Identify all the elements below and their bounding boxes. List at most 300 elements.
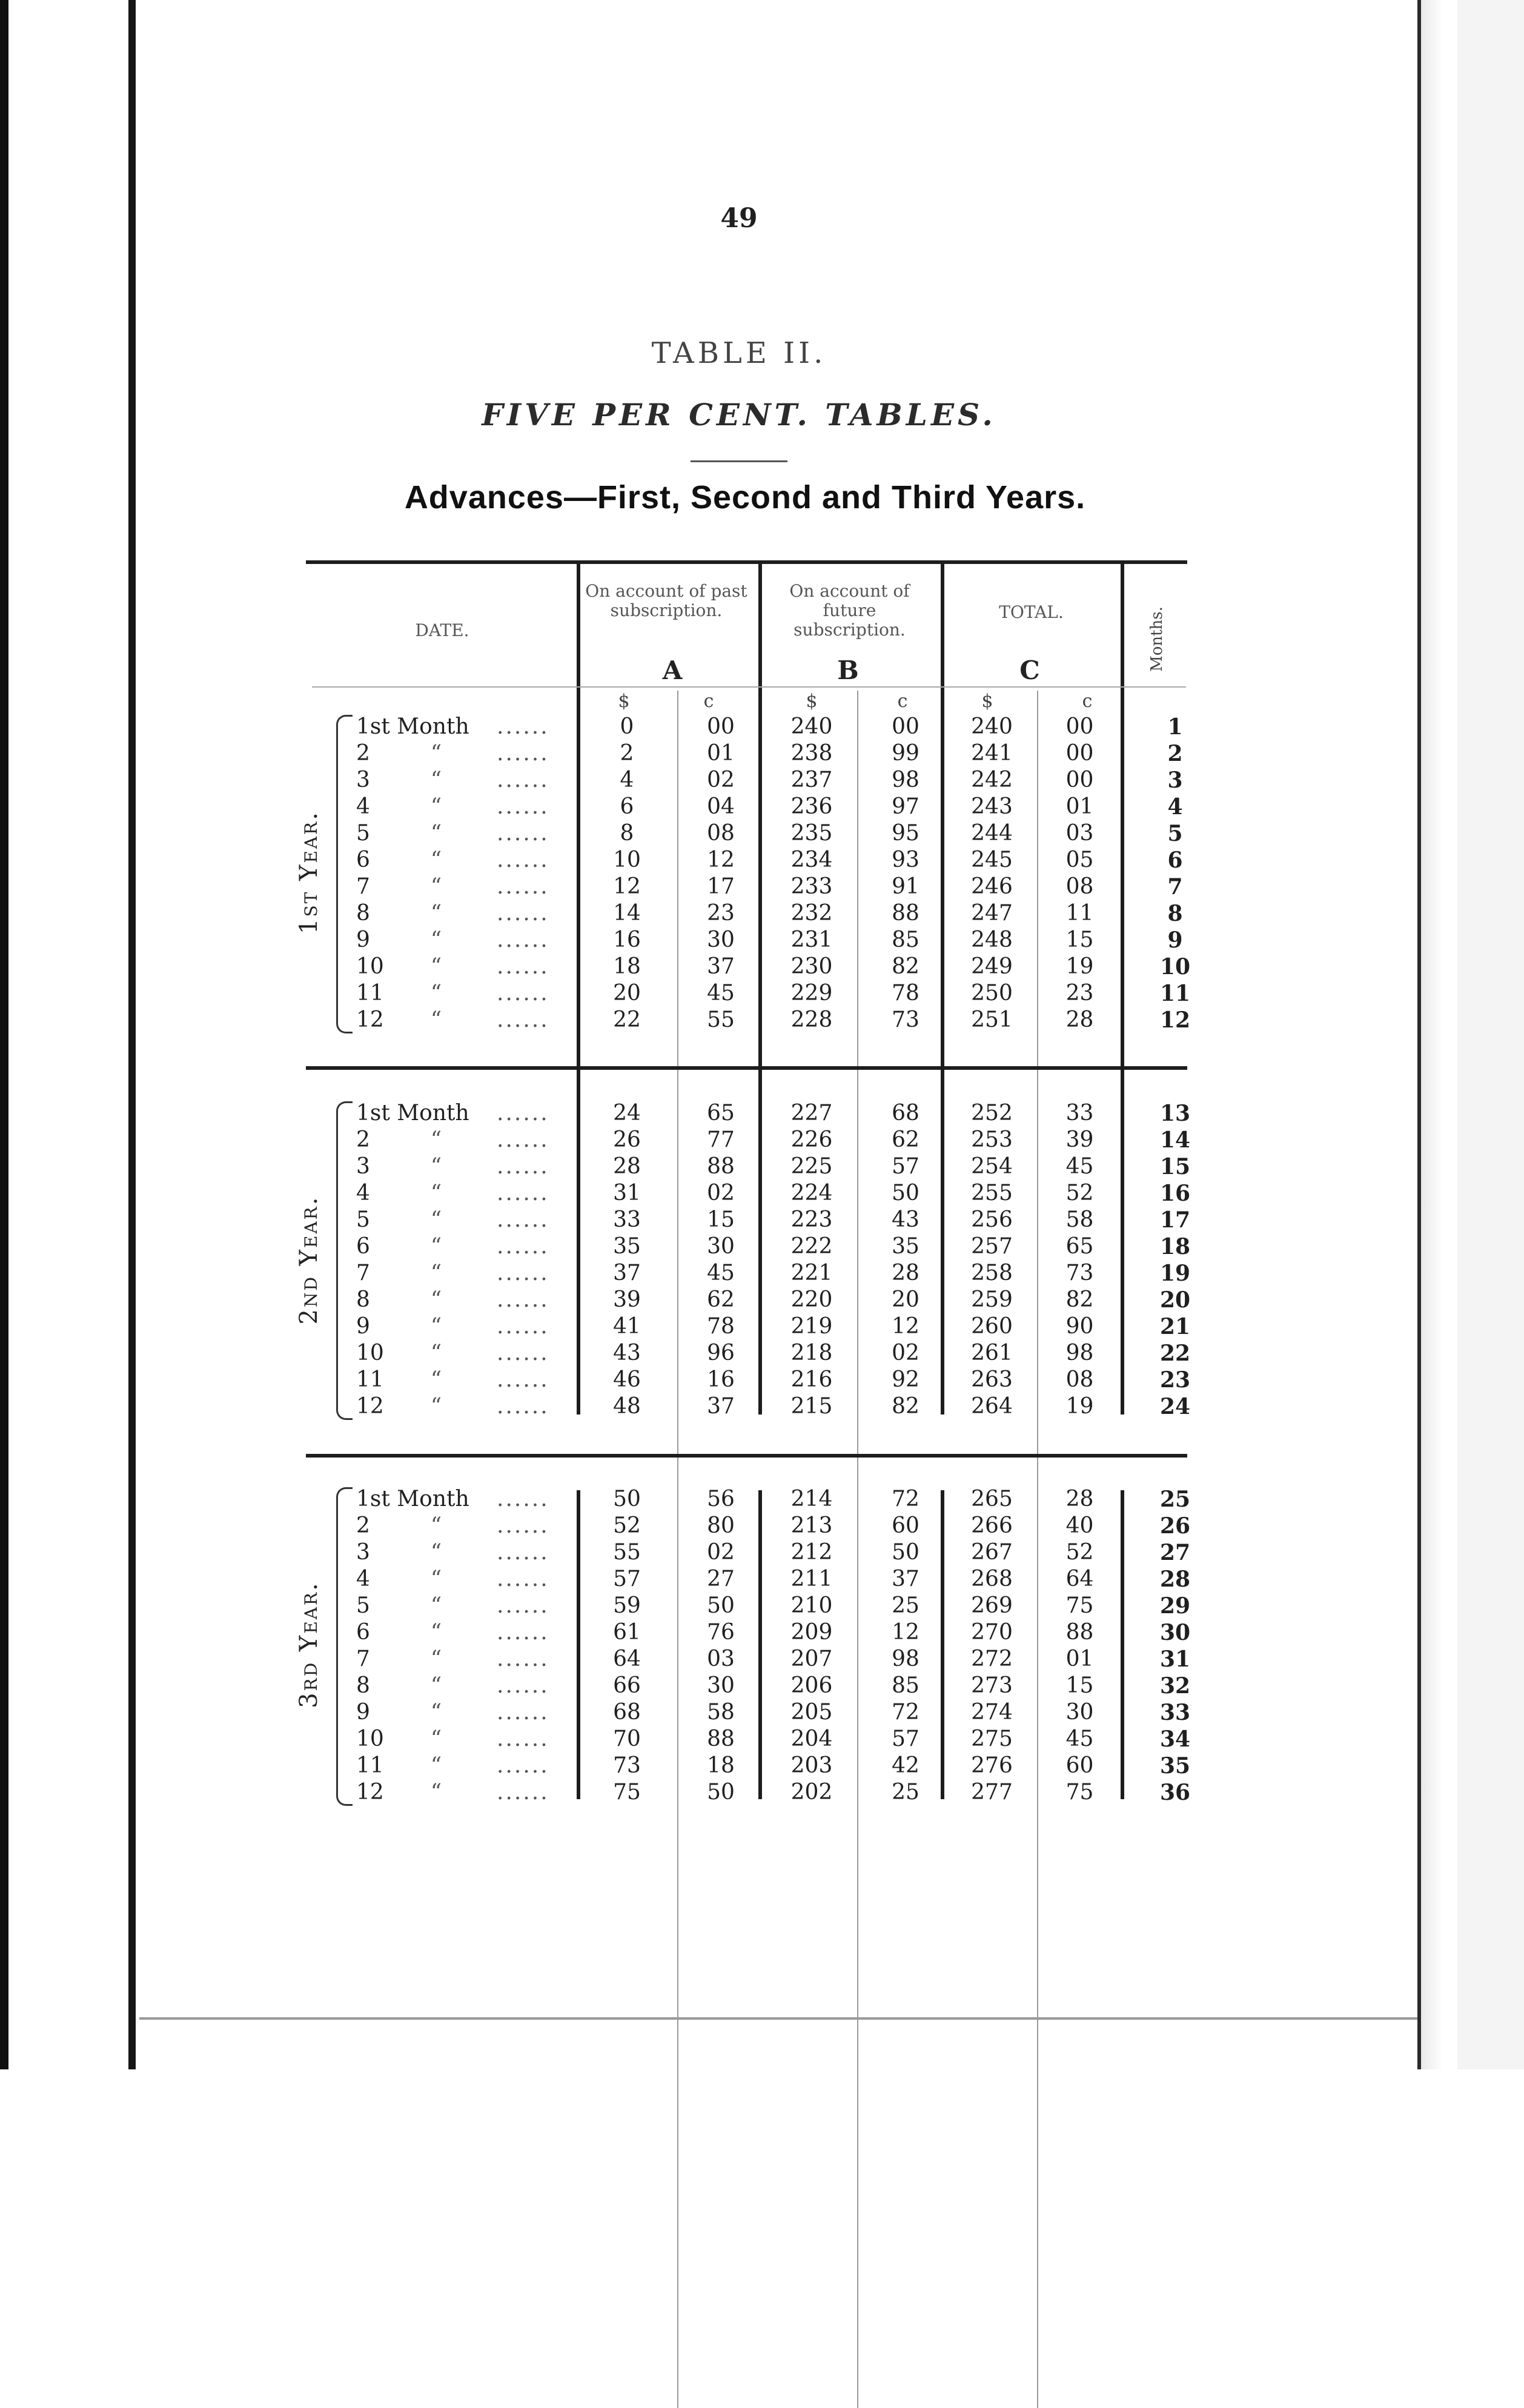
cell-c-cents: 82 [1065,1287,1094,1312]
cell-month-number: 32 [1159,1673,1191,1699]
cell-c-dollars: 249 [971,954,1013,979]
cell-b-cents: 12 [892,1620,919,1645]
cell-c-dollars: 247 [971,901,1013,926]
leader-dots: ...... [497,1567,549,1591]
cell-b-dollars: 202 [790,1780,833,1805]
cell-c-dollars: 253 [971,1127,1013,1152]
cell-a-dollars: 14 [613,901,641,926]
ditto-mark: “ [430,1154,442,1179]
cell-a-dollars: 20 [613,981,641,1006]
cell-c-cents: 52 [1065,1181,1094,1206]
cell-b-cents: 85 [892,927,919,952]
cell-c-dollars: 240 [971,714,1013,739]
month-label: 4 [356,1181,370,1206]
cell-b-dollars: 204 [790,1726,833,1751]
cell-c-dollars: 254 [971,1154,1013,1179]
subtitle: FIVE PER CENT. TABLES. [482,397,996,433]
months-column-header [1118,603,1196,675]
cell-a-dollars: 68 [613,1700,641,1725]
table-row [0,1567,1524,1591]
cell-b-dollars: 221 [790,1261,833,1285]
cell-b-cents: 25 [892,1780,919,1805]
cell-c-dollars: 251 [971,1007,1013,1032]
dollar-unit-b: $ [806,691,818,712]
cell-c-dollars: 265 [971,1487,1013,1511]
month-label: 12 [356,1007,384,1032]
cell-b-cents: 92 [892,1367,919,1392]
month-label: 7 [356,874,370,899]
cell-c-dollars: 272 [971,1647,1013,1671]
cell-c-dollars: 273 [971,1673,1013,1698]
cell-month-number: 21 [1159,1314,1191,1339]
cell-month-number: 36 [1159,1780,1191,1805]
cell-b-dollars: 224 [790,1181,833,1206]
cell-a-cents: 02 [707,768,735,792]
leader-dots: ...... [497,1620,549,1645]
ditto-mark: “ [430,741,442,766]
cell-b-cents: 60 [892,1513,919,1538]
cell-c-dollars: 259 [971,1287,1013,1312]
month-label: 8 [356,901,370,926]
cell-a-dollars: 16 [613,927,641,952]
month-label: 12 [356,1780,384,1805]
cell-b-cents: 57 [892,1154,919,1179]
ditto-mark: “ [430,1593,442,1618]
cell-a-dollars: 28 [613,1154,641,1179]
ditto-mark: “ [430,1314,442,1339]
cent-unit-a: c [703,691,714,712]
cell-c-cents: 73 [1065,1261,1094,1285]
leader-dots: ...... [497,1514,549,1538]
cell-c-dollars: 243 [971,794,1013,819]
cell-c-cents: 08 [1065,1367,1094,1392]
table-row [0,1101,1524,1126]
table-row [0,981,1524,1006]
cell-month-number: 28 [1159,1567,1191,1592]
month-label: 10 [356,1726,384,1751]
cell-a-dollars: 50 [613,1487,641,1511]
cell-b-cents: 68 [892,1101,919,1126]
month-label: 5 [356,1207,370,1232]
cell-b-cents: 72 [892,1700,919,1725]
cell-b-dollars: 235 [790,821,833,846]
month-label: 2 [356,1513,370,1538]
table-row [0,768,1524,792]
table-row [0,1700,1524,1725]
cell-b-dollars: 220 [790,1287,833,1312]
year-separator-2 [306,1454,1187,1458]
cell-b-cents: 72 [892,1487,919,1511]
cell-b-dollars: 205 [790,1700,833,1725]
cell-b-cents: 20 [892,1287,919,1312]
year-label: 1st Year. [295,811,323,934]
month-label: 3 [356,1540,370,1565]
ditto-mark: “ [430,794,442,819]
cell-month-number: 12 [1159,1007,1191,1033]
cell-month-number: 29 [1159,1593,1191,1619]
cell-c-cents: 15 [1065,927,1094,952]
cell-a-cents: 88 [707,1726,735,1751]
cell-a-cents: 18 [707,1753,735,1778]
month-label: 5 [356,821,370,846]
cell-month-number: 13 [1159,1101,1191,1126]
table-row [0,1620,1524,1645]
table-row [0,1541,1524,1565]
cell-c-cents: 45 [1065,1726,1094,1751]
cell-a-cents: 77 [707,1127,735,1152]
month-label: 2 [356,1127,370,1152]
cell-b-dollars: 225 [790,1154,833,1179]
table-label: TABLE II. [651,336,827,370]
cell-b-cents: 25 [892,1593,919,1618]
table-row [0,1208,1524,1232]
cell-c-cents: 03 [1065,821,1094,846]
cell-a-cents: 12 [707,847,735,872]
cell-b-dollars: 213 [790,1513,833,1538]
cell-a-dollars: 57 [613,1567,641,1591]
cell-month-number: 9 [1167,927,1183,953]
ditto-mark: “ [430,1567,442,1591]
cell-b-dollars: 216 [790,1367,833,1392]
table-row [0,1368,1524,1392]
cell-a-cents: 50 [707,1780,735,1805]
cell-b-cents: 99 [892,741,919,766]
cell-a-dollars: 37 [613,1261,641,1285]
date-column-header: DATE. [415,620,469,640]
leader-dots: ...... [497,1780,549,1805]
cell-month-number: 23 [1159,1367,1191,1393]
cell-month-number: 4 [1167,794,1183,820]
cell-b-cents: 37 [892,1567,919,1591]
cell-c-cents: 11 [1065,901,1094,926]
cell-c-dollars: 245 [971,847,1013,872]
table-row [0,1395,1524,1419]
ditto-mark: “ [430,954,442,979]
cell-month-number: 20 [1159,1287,1191,1313]
ditto-mark: “ [430,1394,442,1419]
cell-c-dollars: 266 [971,1513,1013,1538]
cell-c-dollars: 275 [971,1726,1013,1751]
cell-a-cents: 27 [707,1567,735,1591]
leader-dots: ...... [497,875,549,899]
leader-dots: ...... [497,955,549,979]
cell-a-cents: 02 [707,1540,735,1565]
month-label: 11 [356,981,384,1006]
cell-a-cents: 78 [707,1314,735,1339]
month-label: 11 [356,1753,384,1778]
cell-b-cents: 00 [892,714,919,739]
cell-a-cents: 62 [707,1287,735,1312]
cell-b-dollars: 238 [790,741,833,766]
cell-b-dollars: 240 [790,714,833,739]
leader-dots: ...... [497,928,549,952]
table-row [0,875,1524,899]
leader-dots: ...... [497,1341,549,1365]
leader-dots: ...... [497,1541,549,1565]
cell-c-dollars: 277 [971,1780,1013,1805]
table-row [0,715,1524,739]
cell-month-number: 22 [1159,1341,1191,1366]
ditto-mark: “ [430,1261,442,1285]
column-b-letter: B [837,655,859,685]
cell-month-number: 24 [1159,1394,1191,1419]
cell-month-number: 30 [1159,1620,1191,1645]
ditto-mark: “ [430,927,442,952]
cell-c-dollars: 252 [971,1101,1013,1126]
cell-a-dollars: 41 [613,1314,641,1339]
header-bottom-rule [312,686,1184,688]
month-label: 1st Month [356,1487,469,1511]
cell-c-cents: 28 [1065,1487,1094,1511]
cell-c-cents: 40 [1065,1513,1094,1538]
cell-a-dollars: 66 [613,1673,641,1698]
cell-c-cents: 60 [1065,1753,1094,1778]
cell-a-dollars: 24 [613,1101,641,1126]
cell-b-cents: 42 [892,1753,919,1778]
cell-c-cents: 75 [1065,1593,1094,1618]
cell-month-number: 5 [1167,821,1183,846]
month-label: 6 [356,847,370,872]
table-row [0,901,1524,926]
leader-dots: ...... [497,1315,549,1339]
cell-b-cents: 73 [892,1007,919,1032]
cell-a-dollars: 0 [620,714,634,739]
ditto-mark: “ [430,1513,442,1538]
ditto-mark: “ [430,1726,442,1751]
cell-a-dollars: 70 [613,1726,641,1751]
cell-c-cents: 64 [1065,1567,1094,1591]
cell-a-dollars: 6 [620,794,634,819]
cell-b-cents: 98 [892,1647,919,1671]
cell-c-cents: 45 [1065,1154,1094,1179]
month-label: 5 [356,1593,370,1618]
cell-a-dollars: 10 [613,847,641,872]
cell-month-number: 18 [1159,1234,1191,1259]
cell-a-dollars: 61 [613,1620,641,1645]
cell-c-cents: 65 [1065,1234,1094,1259]
leader-dots: ...... [497,1368,549,1392]
table-row [0,1727,1524,1751]
dollar-unit-c: $ [981,691,993,712]
month-label: 1st Month [356,1101,469,1126]
month-label: 4 [356,1567,370,1591]
column-a-description: On account of past subscription. [585,581,747,620]
cell-a-cents: 88 [707,1154,735,1179]
ditto-mark: “ [430,1780,442,1805]
cell-b-cents: 43 [892,1207,919,1232]
cell-c-cents: 75 [1065,1780,1094,1805]
cell-c-dollars: 257 [971,1234,1013,1259]
cell-c-cents: 01 [1065,794,1094,819]
cell-c-cents: 58 [1065,1207,1094,1232]
leader-dots: ...... [497,1008,549,1032]
cell-b-dollars: 227 [790,1101,833,1126]
table-row [0,1487,1524,1511]
month-label: 7 [356,1261,370,1285]
ditto-mark: “ [430,1287,442,1312]
cell-month-number: 11 [1159,981,1191,1006]
table-row [0,1514,1524,1538]
month-label: 4 [356,794,370,819]
leader-dots: ...... [497,741,549,766]
table-row [0,955,1524,979]
cell-a-cents: 58 [707,1700,735,1725]
cell-month-number: 8 [1167,901,1183,926]
cell-a-dollars: 18 [613,954,641,979]
leader-dots: ...... [497,1155,549,1179]
cell-c-cents: 08 [1065,874,1094,899]
cell-b-dollars: 229 [790,981,833,1006]
cell-a-cents: 76 [707,1620,735,1645]
cell-a-cents: 96 [707,1341,735,1365]
leader-dots: ...... [497,795,549,819]
cell-a-cents: 03 [707,1647,735,1671]
cell-c-cents: 30 [1065,1700,1094,1725]
ditto-mark: “ [430,1341,442,1365]
cell-a-cents: 02 [707,1181,735,1206]
ditto-mark: “ [430,981,442,1006]
cell-b-dollars: 237 [790,768,833,792]
leader-dots: ...... [497,1101,549,1126]
leader-dots: ...... [497,1128,549,1152]
cell-c-dollars: 276 [971,1753,1013,1778]
cell-a-dollars: 22 [613,1007,641,1032]
leader-dots: ...... [497,1754,549,1778]
page-bottom-edge [139,2017,1417,2020]
leader-dots: ...... [497,1288,549,1312]
cell-c-cents: 15 [1065,1673,1094,1698]
cell-b-cents: 28 [892,1261,919,1285]
cell-b-dollars: 206 [790,1673,833,1698]
cell-a-cents: 04 [707,794,735,819]
ditto-mark: “ [430,1540,442,1565]
month-label: 2 [356,741,370,766]
ditto-mark: “ [430,1620,442,1645]
leader-dots: ...... [497,1261,549,1285]
cell-b-cents: 57 [892,1726,919,1751]
cell-b-cents: 50 [892,1181,919,1206]
cell-b-dollars: 233 [790,874,833,899]
table-row [0,1754,1524,1778]
cell-month-number: 3 [1167,768,1183,793]
cell-b-cents: 35 [892,1234,919,1259]
table-row [0,1780,1524,1805]
table-row [0,795,1524,819]
column-c-letter: C [1019,655,1040,685]
cell-b-dollars: 230 [790,954,833,979]
cell-a-dollars: 55 [613,1540,641,1565]
cell-c-cents: 90 [1065,1314,1094,1339]
cell-a-cents: 30 [707,1673,735,1698]
leader-dots: ...... [497,1700,549,1725]
cell-a-cents: 30 [707,927,735,952]
cell-month-number: 27 [1159,1540,1191,1565]
table-row [0,928,1524,952]
cell-b-cents: 82 [892,954,919,979]
cell-month-number: 33 [1159,1700,1191,1725]
cell-month-number: 14 [1159,1127,1191,1153]
cell-a-cents: 56 [707,1487,735,1511]
ditto-mark: “ [430,1234,442,1259]
cell-a-cents: 55 [707,1007,735,1032]
cell-month-number: 10 [1159,954,1191,980]
table-row [0,1288,1524,1312]
cell-c-dollars: 242 [971,768,1013,792]
cell-a-dollars: 59 [613,1593,641,1618]
cell-month-number: 34 [1159,1726,1191,1752]
page-heading: Advances—First, Second and Third Years. [404,479,1086,516]
month-label: 9 [356,1700,370,1725]
cell-a-dollars: 43 [613,1341,641,1365]
months-underline [1125,686,1186,688]
cell-b-dollars: 226 [790,1127,833,1152]
cell-c-dollars: 263 [971,1367,1013,1392]
cell-b-dollars: 236 [790,794,833,819]
cell-a-dollars: 75 [613,1780,641,1805]
cell-b-dollars: 232 [790,901,833,926]
cell-b-dollars: 219 [790,1314,833,1339]
cell-b-dollars: 209 [790,1620,833,1645]
month-label: 12 [356,1394,384,1419]
cell-b-cents: 62 [892,1127,919,1152]
ditto-mark: “ [430,1647,442,1671]
leader-dots: ...... [497,1647,549,1671]
cell-a-dollars: 64 [613,1647,641,1671]
cell-a-cents: 16 [707,1367,735,1392]
cell-a-cents: 17 [707,874,735,899]
ditto-mark: “ [430,1673,442,1698]
cell-c-dollars: 258 [971,1261,1013,1285]
month-label: 9 [356,927,370,952]
cell-c-dollars: 264 [971,1394,1013,1419]
cell-a-dollars: 2 [620,741,634,766]
cell-a-cents: 80 [707,1513,735,1538]
month-label: 3 [356,1154,370,1179]
cell-month-number: 35 [1159,1753,1191,1779]
ditto-mark: “ [430,874,442,899]
table-row [0,1647,1524,1671]
leader-dots: ...... [497,1674,549,1698]
cell-b-cents: 97 [892,794,919,819]
cell-c-cents: 00 [1065,741,1094,766]
leader-dots: ...... [497,768,549,792]
table-row [0,821,1524,846]
cell-b-dollars: 210 [790,1593,833,1618]
table-top-rule [306,560,1187,564]
cell-month-number: 15 [1159,1154,1191,1179]
cell-a-cents: 01 [707,741,735,766]
column-b-description: On account of future subscription. [789,581,910,640]
cell-a-dollars: 48 [613,1394,641,1419]
cell-c-cents: 23 [1065,981,1094,1006]
ditto-mark: “ [430,821,442,846]
cell-a-cents: 30 [707,1234,735,1259]
month-label: 8 [356,1673,370,1698]
cell-month-number: 31 [1159,1647,1191,1672]
month-label: 6 [356,1234,370,1259]
ditto-mark: “ [430,1753,442,1778]
month-label: 8 [356,1287,370,1312]
leader-dots: ...... [497,1181,549,1206]
month-label: 6 [356,1620,370,1645]
month-label: 1st Month [356,714,469,739]
leader-dots: ...... [497,1395,549,1419]
cell-a-cents: 37 [707,1394,735,1419]
dollar-unit-a: $ [618,691,630,712]
cell-c-cents: 88 [1065,1620,1094,1645]
cell-a-cents: 45 [707,981,735,1006]
cell-c-dollars: 255 [971,1181,1013,1206]
